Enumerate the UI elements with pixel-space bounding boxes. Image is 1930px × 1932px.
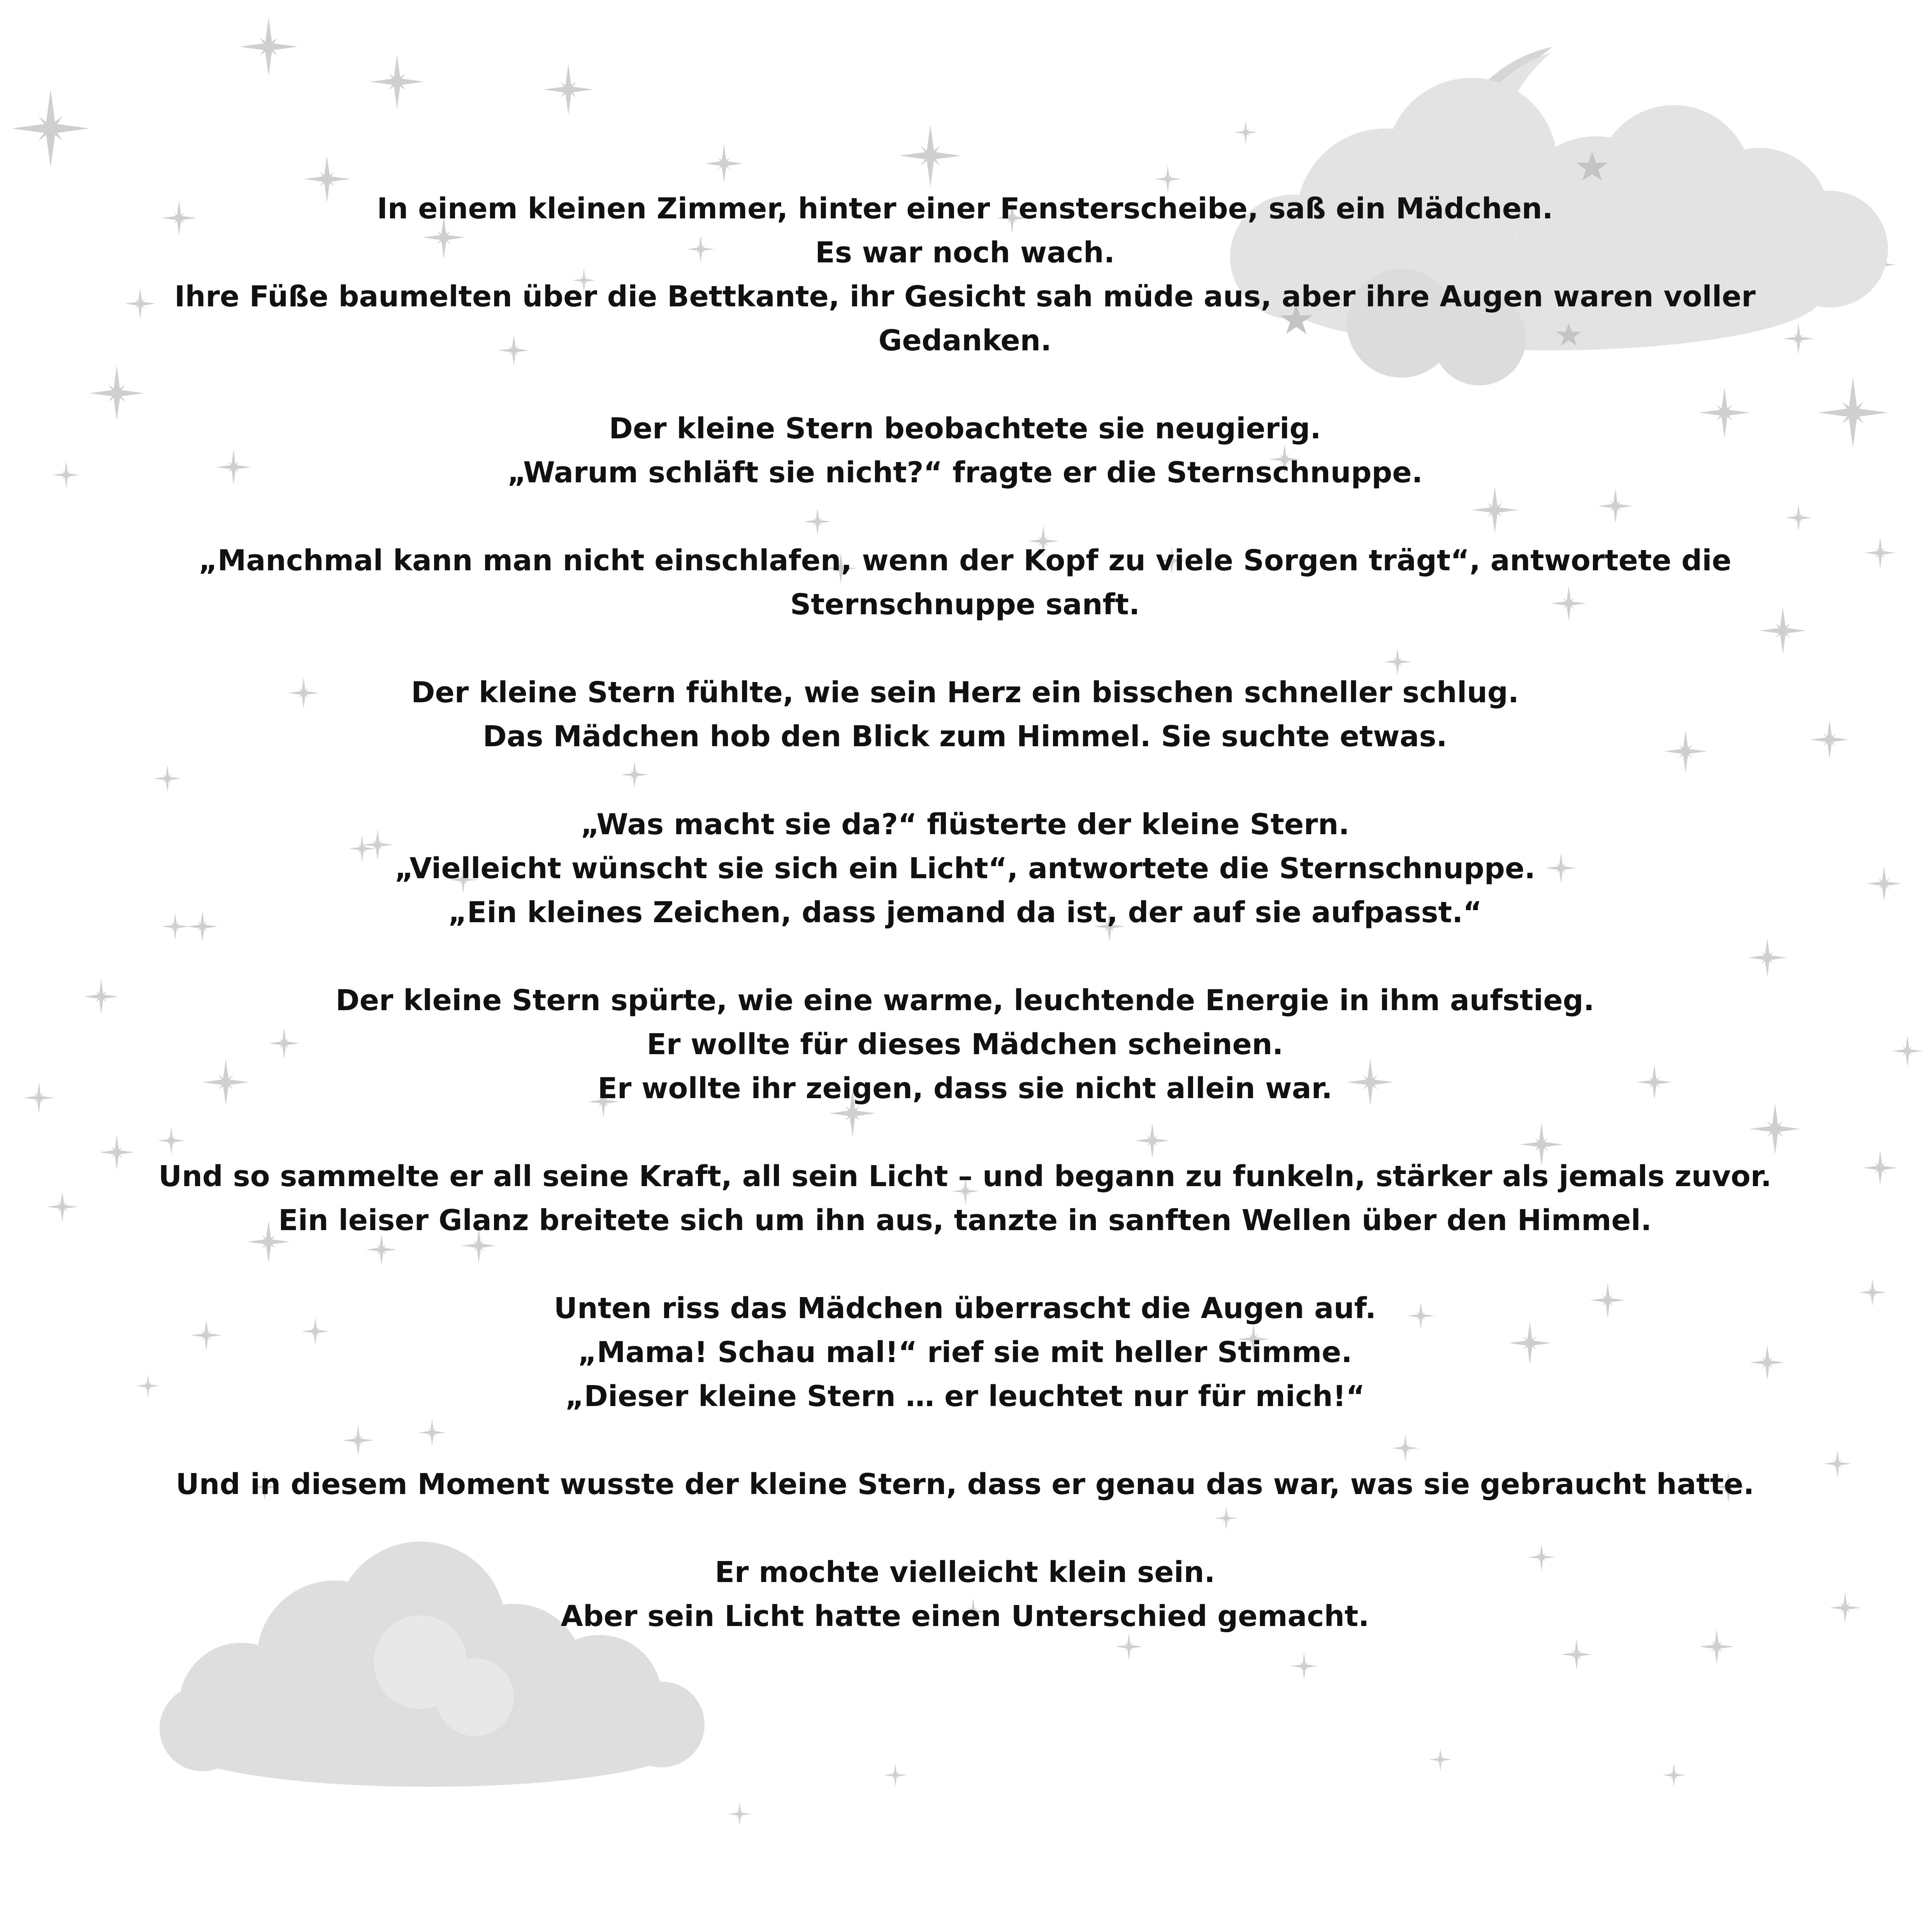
story-line: Das Mädchen hob den Blick zum Himmel. Sie suchte etwas. bbox=[483, 720, 1447, 753]
story-line: Unten riss das Mädchen überrascht die Augen auf. bbox=[554, 1292, 1376, 1325]
sparkle-star-icon bbox=[705, 144, 744, 183]
sparkle-star-icon bbox=[1863, 1150, 1898, 1185]
story-line: Es war noch wach. bbox=[815, 236, 1115, 269]
story-line: Und in diesem Moment wusste der kleine Stern, dass er genau das war, was sie gebraucht hatte. bbox=[176, 1468, 1754, 1501]
story-line: „Mama! Schau mal!“ rief sie mit heller Stimme. bbox=[578, 1336, 1352, 1369]
story-line: „Ein kleines Zeichen, dass jemand da ist, der auf sie aufpasst.“ bbox=[448, 896, 1482, 929]
sparkle-star-icon bbox=[12, 90, 90, 167]
sparkle-star-icon bbox=[728, 1802, 751, 1826]
story-paragraph bbox=[97, 1551, 1833, 1638]
sparkle-star-icon bbox=[47, 1191, 78, 1222]
sparkle-star-icon bbox=[239, 18, 298, 76]
sparkle-star-icon bbox=[1662, 1763, 1686, 1787]
sparkle-star-icon bbox=[53, 461, 80, 489]
story-line: Er mochte vielleicht klein sein. bbox=[715, 1556, 1215, 1589]
story-line: Ihre Füße baumelten über die Bettkante, ihr Gesicht sah müde aus, aber ihre Augen waren voller bbox=[174, 280, 1756, 313]
story-paragraph bbox=[97, 671, 1833, 759]
story-line: Der kleine Stern beobachtete sie neugierig. bbox=[609, 412, 1321, 445]
story-line: „Was macht sie da?“ flüsterte der kleine Stern. bbox=[580, 808, 1350, 841]
story-line: Ein leiser Glanz breitete sich um ihn aus, tanzte in sanften Wellen über den Himmel. bbox=[278, 1204, 1652, 1237]
story-paragraph bbox=[97, 187, 1833, 363]
story-line: Sternschnuppe sanft. bbox=[790, 588, 1140, 621]
sparkle-star-icon bbox=[23, 1082, 54, 1113]
sparkle-star-icon bbox=[1234, 121, 1257, 144]
story-line: Und so sammelte er all seine Kraft, all sein Licht – und begann zu funkeln, stärker als jemals zuvor. bbox=[158, 1160, 1772, 1193]
story-paragraph bbox=[97, 539, 1833, 627]
story-line: „Warum schläft sie nicht?“ fragte er die Sternschnuppe. bbox=[507, 456, 1423, 489]
story-line: In einem kleinen Zimmer, hinter einer Fensterscheibe, saß ein Mädchen. bbox=[377, 192, 1553, 225]
story-line: „Dieser kleine Stern … er leuchtet nur für mich!“ bbox=[565, 1380, 1365, 1413]
story-text bbox=[97, 187, 1833, 1682]
story-paragraph bbox=[97, 803, 1833, 935]
story-line: Er wollte ihr zeigen, dass sie nicht allein war. bbox=[598, 1072, 1332, 1105]
sparkle-star-icon bbox=[1830, 1592, 1861, 1623]
sparkle-star-icon bbox=[1865, 537, 1896, 568]
story-line: „Vielleicht wünscht sie sich ein Licht“, antwortete die Sternschnuppe. bbox=[394, 852, 1536, 885]
sparkle-star-icon bbox=[1859, 1279, 1886, 1306]
sparkle-star-icon bbox=[1867, 866, 1902, 901]
sparkle-star-icon bbox=[884, 1763, 907, 1787]
story-line: Aber sein Licht hatte einen Unterschied gemacht. bbox=[561, 1600, 1369, 1633]
story-paragraph bbox=[97, 979, 1833, 1111]
sparkle-star-icon bbox=[899, 125, 961, 187]
story-paragraph bbox=[97, 1287, 1833, 1419]
story-paragraph bbox=[97, 1463, 1833, 1507]
story-line: „Manchmal kann man nicht einschlafen, wenn der Kopf zu viele Sorgen trägt“, antwortete die bbox=[199, 544, 1731, 577]
story-line: Der kleine Stern spürte, wie eine warme, leuchtende Energie in ihm aufstieg. bbox=[336, 984, 1594, 1017]
story-paragraph bbox=[97, 1155, 1833, 1243]
sparkle-star-icon bbox=[1429, 1748, 1452, 1771]
sparkle-star-icon bbox=[543, 64, 594, 115]
story-paragraph bbox=[97, 407, 1833, 495]
sparkle-star-icon bbox=[1892, 1035, 1923, 1067]
sparkle-star-icon bbox=[370, 54, 424, 109]
story-line: Der kleine Stern fühlte, wie sein Herz ein bisschen schneller schlug. bbox=[411, 676, 1519, 709]
story-line: Er wollte für dieses Mädchen scheinen. bbox=[647, 1028, 1283, 1061]
story-line: Gedanken. bbox=[878, 324, 1052, 357]
